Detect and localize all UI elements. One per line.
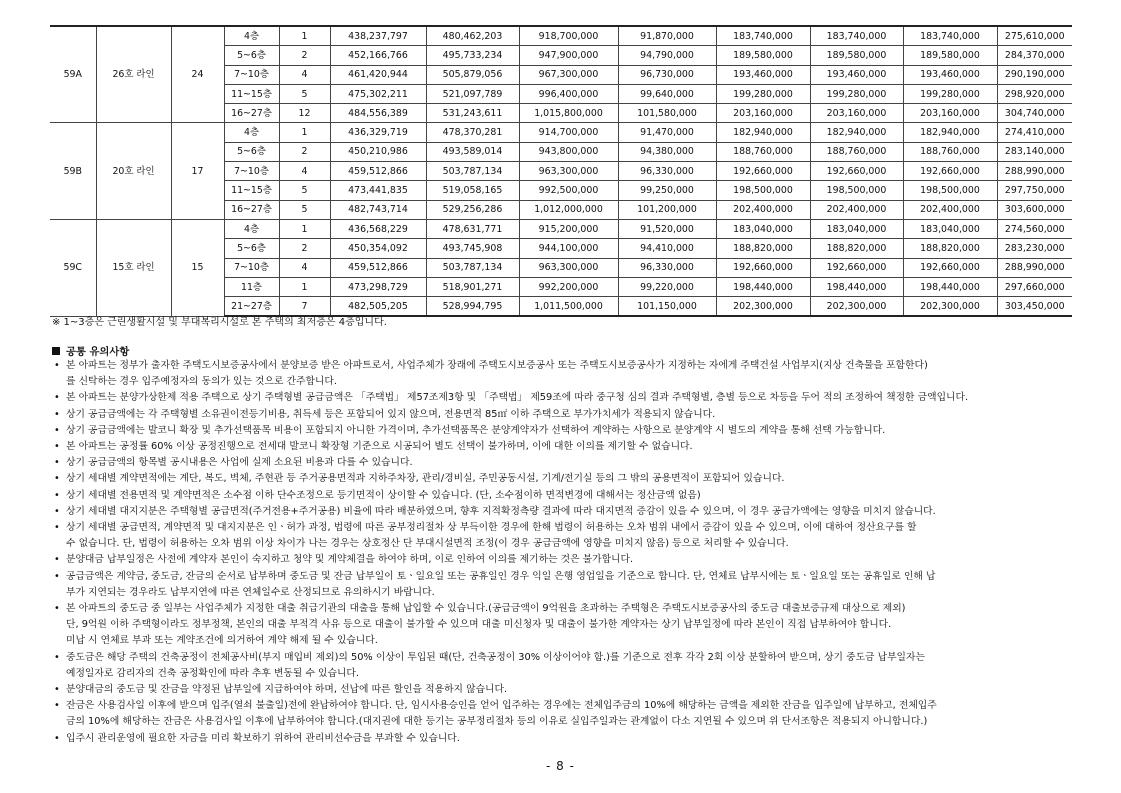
notice-text: 본 아파트는 정부가 출자한 주택도시보증공사에서 분양보증 받은 아파트로서, 사업주체가 장래에 주택도시보증공사 또는 주택도시보증공사가 지정하는 자에게 주택건설 사업부지(지상 건축물을 포함한다): [66, 360, 928, 371]
floor-cell: 11~15층: [224, 181, 279, 200]
amount-cell: 473,441,835: [330, 181, 426, 200]
amount-cell: 992,500,000: [519, 181, 618, 200]
household-count-cell: 2: [279, 239, 330, 258]
household-count-cell: 2: [279, 142, 330, 161]
amount-cell: 303,450,000: [997, 297, 1072, 317]
amount-cell: 101,580,000: [618, 104, 716, 123]
household-count-cell: 12: [279, 104, 330, 123]
floor-cell: 21~27층: [224, 297, 279, 317]
amount-cell: 274,410,000: [997, 123, 1072, 142]
amount-cell: 188,760,000: [716, 142, 810, 161]
amount-cell: 188,820,000: [716, 239, 810, 258]
amount-cell: 96,330,000: [618, 162, 716, 181]
table-row: [50, 219, 1072, 238]
amount-cell: 992,200,000: [519, 277, 618, 296]
household-count-cell: 4: [279, 65, 330, 84]
amount-cell: 202,300,000: [716, 297, 810, 317]
amount-cell: 1,015,800,000: [519, 104, 618, 123]
notice-list: [52, 358, 1074, 747]
floor-cell: 16~27층: [224, 200, 279, 219]
bullet-icon: •: [54, 424, 60, 436]
amount-cell: 284,370,000: [997, 46, 1072, 65]
amount-cell: 505,879,056: [426, 65, 519, 84]
notice-heading: [52, 343, 129, 358]
amount-cell: 192,660,000: [716, 258, 810, 277]
supply-price-table: [50, 25, 1072, 317]
floor-cell: 16~27층: [224, 104, 279, 123]
amount-cell: 202,400,000: [810, 200, 903, 219]
amount-cell: 459,512,866: [330, 162, 426, 181]
floor-cell: 5~6층: [224, 239, 279, 258]
amount-cell: 519,058,165: [426, 181, 519, 200]
amount-cell: 944,100,000: [519, 239, 618, 258]
amount-cell: 996,400,000: [519, 84, 618, 103]
amount-cell: 189,580,000: [716, 46, 810, 65]
amount-cell: 963,300,000: [519, 162, 618, 181]
amount-cell: 203,160,000: [810, 104, 903, 123]
bullet-icon: •: [54, 603, 60, 615]
amount-cell: 1,011,500,000: [519, 297, 618, 317]
notice-item: [52, 407, 1074, 423]
amount-cell: 480,462,203: [426, 26, 519, 46]
amount-cell: 283,140,000: [997, 142, 1072, 161]
amount-cell: 436,568,229: [330, 219, 426, 238]
amount-cell: 275,610,000: [997, 26, 1072, 46]
notice-item: [52, 682, 1074, 698]
notice-item: [52, 358, 1074, 390]
amount-cell: 199,280,000: [716, 84, 810, 103]
amount-cell: 198,440,000: [903, 277, 997, 296]
notice-item: [52, 601, 1074, 650]
notice-text: 공급금액은 계약금, 중도금, 잔금의 순서로 납부하며 중도금 및 잔금 납부일이 토ㆍ일요일 또는 공휴일인 경우 익일 은행 영업일을 기준으로 합니다. 단, 연체료 납부시에는 토ㆍ일요일 또는 공휴일로 인해 납: [66, 570, 936, 582]
amount-cell: 96,330,000: [618, 258, 716, 277]
amount-cell: 182,940,000: [810, 123, 903, 142]
amount-cell: 193,460,000: [716, 65, 810, 84]
amount-cell: 101,200,000: [618, 200, 716, 219]
bullet-icon: •: [54, 700, 60, 712]
amount-cell: 459,512,866: [330, 258, 426, 277]
bullet-icon: •: [54, 441, 60, 453]
amount-cell: 198,440,000: [716, 277, 810, 296]
amount-cell: 438,237,797: [330, 26, 426, 46]
amount-cell: 274,560,000: [997, 219, 1072, 238]
amount-cell: 475,302,211: [330, 84, 426, 103]
amount-cell: 528,994,795: [426, 297, 519, 317]
amount-cell: 473,298,729: [330, 277, 426, 296]
notice-text: 상기 세대별 공급면적, 계약면적 및 대지지분은 인ㆍ허가 과정, 법령에 따른 공부정리절차 상 부득이한 경우에 한해 법령이 허용하는 오차 범위 내에서 증감이 있을 수 있으며, 이에 대하여 정산요구를 할: [66, 522, 917, 534]
unit-count-cell: 17: [171, 123, 224, 219]
unit-line-cell: 26호 라인: [96, 26, 171, 123]
floor-cell: 11~15층: [224, 84, 279, 103]
amount-cell: 199,280,000: [810, 84, 903, 103]
notice-text: 본 아파트는 공정률 60% 이상 공정진행으로 전세대 발코니 확장형 기준으로 시공되어 별도 선택이 불가하며, 이에 대한 이의를 제기할 수 없습니다.: [66, 441, 693, 453]
floor-cell: 5~6층: [224, 46, 279, 65]
amount-cell: 192,660,000: [903, 162, 997, 181]
amount-cell: 531,243,611: [426, 104, 519, 123]
amount-cell: 297,750,000: [997, 181, 1072, 200]
amount-cell: 450,354,092: [330, 239, 426, 258]
amount-cell: 521,097,789: [426, 84, 519, 103]
household-count-cell: 5: [279, 181, 330, 200]
amount-cell: 918,700,000: [519, 26, 618, 46]
unit-type-cell: 59B: [50, 123, 96, 219]
floor-cell: 4층: [224, 123, 279, 142]
amount-cell: 188,820,000: [903, 239, 997, 258]
amount-cell: 461,420,944: [330, 65, 426, 84]
amount-cell: 915,200,000: [519, 219, 618, 238]
amount-cell: 943,800,000: [519, 142, 618, 161]
table-row: [50, 26, 1072, 46]
amount-cell: 198,440,000: [810, 277, 903, 296]
amount-cell: 967,300,000: [519, 65, 618, 84]
floor-cell: 7~10층: [224, 65, 279, 84]
amount-cell: 290,190,000: [997, 65, 1072, 84]
amount-cell: 94,380,000: [618, 142, 716, 161]
amount-cell: 188,760,000: [903, 142, 997, 161]
amount-cell: 199,280,000: [903, 84, 997, 103]
notice-text: 입주시 관리운영에 필요한 자금을 미리 확보하기 위하여 관리비선수금을 부과할 수 있습니다.: [66, 732, 460, 744]
bullet-icon: •: [54, 684, 60, 696]
amount-cell: 203,160,000: [716, 104, 810, 123]
amount-cell: 198,500,000: [903, 181, 997, 200]
notice-text: 상기 공급금액에는 발코니 확장 및 추가선택품목 비용이 포함되지 아니한 가격이며, 추가선택품목은 분양계약자가 선택하여 계약하는 사항으로 분양계약 시 별도의 계약을 통해 선택 가능합니다.: [66, 424, 886, 436]
unit-type-cell: 59A: [50, 26, 96, 123]
unit-type-cell: 59C: [50, 219, 96, 316]
amount-cell: 518,901,271: [426, 277, 519, 296]
household-count-cell: 5: [279, 200, 330, 219]
notice-text: 상기 공급금액의 항목별 공시내용은 사업에 실제 소요된 비용과 다를 수 있습니다.: [66, 457, 413, 469]
notice-item: [52, 520, 1074, 552]
amount-cell: 91,870,000: [618, 26, 716, 46]
household-count-cell: 1: [279, 123, 330, 142]
notice-text: 수 없습니다. 단, 법령이 허용하는 오차 범위 이상 차이가 나는 경우는 상호정산 단 부대시설면적 조정(이 경우 공급금액에 영향을 미치지 않음) 등으로 처리할 수 있습니다.: [66, 538, 789, 550]
table-row: [50, 123, 1072, 142]
amount-cell: 503,787,134: [426, 258, 519, 277]
notice-item: [52, 731, 1074, 747]
floor-cell: 4층: [224, 26, 279, 46]
amount-cell: 99,250,000: [618, 181, 716, 200]
household-count-cell: 2: [279, 46, 330, 65]
amount-cell: 91,520,000: [618, 219, 716, 238]
notice-item: [52, 439, 1074, 455]
notice-item: [52, 569, 1074, 601]
amount-cell: 183,740,000: [810, 26, 903, 46]
amount-cell: 478,370,281: [426, 123, 519, 142]
notice-text: 상기 세대별 계약면적에는 계단, 복도, 벽체, 주현관 등 주거공용면적과 지하주차장, 관리/경비실, 주민공동시설, 기계/전기실 등의 그 밖의 공용면적이 포함되어 있습니다.: [66, 473, 785, 485]
amount-cell: 482,505,205: [330, 297, 426, 317]
amount-cell: 493,589,014: [426, 142, 519, 161]
amount-cell: 96,730,000: [618, 65, 716, 84]
floor-cell: 7~10층: [224, 258, 279, 277]
bullet-icon: •: [54, 505, 60, 517]
amount-cell: 288,990,000: [997, 162, 1072, 181]
amount-cell: 183,040,000: [716, 219, 810, 238]
amount-cell: 183,740,000: [903, 26, 997, 46]
amount-cell: 202,400,000: [716, 200, 810, 219]
amount-cell: 193,460,000: [903, 65, 997, 84]
amount-cell: 529,256,286: [426, 200, 519, 219]
household-count-cell: 4: [279, 258, 330, 277]
amount-cell: 202,400,000: [903, 200, 997, 219]
amount-cell: 192,660,000: [903, 258, 997, 277]
bullet-icon: •: [54, 732, 60, 744]
amount-cell: 482,743,714: [330, 200, 426, 219]
amount-cell: 183,040,000: [810, 219, 903, 238]
unit-count-cell: 15: [171, 219, 224, 316]
bullet-icon: •: [54, 554, 60, 566]
notice-item: [52, 552, 1074, 568]
household-count-cell: 7: [279, 297, 330, 317]
amount-cell: 947,900,000: [519, 46, 618, 65]
amount-cell: 189,580,000: [903, 46, 997, 65]
bullet-icon: •: [54, 570, 60, 582]
amount-cell: 283,230,000: [997, 239, 1072, 258]
household-count-cell: 5: [279, 84, 330, 103]
amount-cell: 183,040,000: [903, 219, 997, 238]
amount-cell: 495,733,234: [426, 46, 519, 65]
notice-text: 본 아파트의 중도금 중 일부는 사업주체가 지정한 대출 취급기관의 대출을 통해 납입할 수 있습니다.(공급금액이 9억원을 초과하는 주택형은 주택도시보증공사의 중도금 대출보증규제 대상으로 제외): [66, 603, 906, 615]
table-footnote: ※ 1~3층은 근린생활시설 및 부대복리시설로 본 주택의 최저층은 4층입니다.: [52, 317, 387, 328]
bullet-icon: •: [54, 651, 60, 663]
notice-text: 예정일자로 감리자의 건축 공정확인에 따라 추후 변동될 수 있습니다.: [66, 667, 360, 679]
amount-cell: 484,556,389: [330, 104, 426, 123]
amount-cell: 452,166,766: [330, 46, 426, 65]
amount-cell: 297,660,000: [997, 277, 1072, 296]
amount-cell: 303,600,000: [997, 200, 1072, 219]
notice-text: 본 아파트는 분양가상한제 적용 주택으로 상기 주택형별 공급금액은 「주택법」 제57조제3항 및 「주택법」 제59조에 따라 중구청 심의 결과 주택형별, 층별 등으로 차등을 두어 적의 조정하여 책정한 금액입니다.: [66, 392, 969, 404]
household-count-cell: 1: [279, 26, 330, 46]
bullet-icon: •: [54, 489, 60, 501]
unit-line-cell: 15호 라인: [96, 219, 171, 316]
notice-item: [52, 471, 1074, 487]
amount-cell: 304,740,000: [997, 104, 1072, 123]
amount-cell: 182,940,000: [903, 123, 997, 142]
amount-cell: 94,410,000: [618, 239, 716, 258]
bullet-icon: •: [54, 457, 60, 469]
amount-cell: 1,012,000,000: [519, 200, 618, 219]
floor-cell: 11층: [224, 277, 279, 296]
notice-item: [52, 390, 1074, 406]
page-number: - 8 -: [546, 759, 575, 773]
household-count-cell: 1: [279, 277, 330, 296]
amount-cell: 94,790,000: [618, 46, 716, 65]
amount-cell: 963,300,000: [519, 258, 618, 277]
amount-cell: 202,300,000: [810, 297, 903, 317]
floor-cell: 5~6층: [224, 142, 279, 161]
notice-item: [52, 488, 1074, 504]
amount-cell: 192,660,000: [716, 162, 810, 181]
amount-cell: 198,500,000: [716, 181, 810, 200]
notice-item: [52, 455, 1074, 471]
amount-cell: 193,460,000: [810, 65, 903, 84]
notice-text: 상기 세대별 전용면적 및 계약면적은 소수점 이하 단수조정으로 등기면적이 상이할 수 있습니다. (단, 소수점이하 면적변경에 대해서는 정산금액 없음): [66, 489, 701, 501]
household-count-cell: 1: [279, 219, 330, 238]
amount-cell: 189,580,000: [810, 46, 903, 65]
notice-text: 를 신탁하는 경우 입주예정자의 동의가 있는 것으로 간주합니다.: [66, 376, 337, 388]
amount-cell: 450,210,986: [330, 142, 426, 161]
household-count-cell: 4: [279, 162, 330, 181]
unit-count-cell: 24: [171, 26, 224, 123]
amount-cell: 288,990,000: [997, 258, 1072, 277]
amount-cell: 192,660,000: [810, 162, 903, 181]
floor-cell: 4층: [224, 219, 279, 238]
notice-item: [52, 423, 1074, 439]
amount-cell: 99,640,000: [618, 84, 716, 103]
amount-cell: 188,820,000: [810, 239, 903, 258]
notice-text: 단, 9억원 이하 주택형이라도 정부정책, 본인의 대출 부적격 사유 등으로 대출이 불가할 수 있으며 대출 미신청자 및 대출이 불가한 계약자는 상기 납부일정에 따라 본인이 직접 납부하여야 합니다.: [66, 619, 892, 631]
bullet-icon: •: [54, 408, 60, 420]
amount-cell: 493,745,908: [426, 239, 519, 258]
amount-cell: 192,660,000: [810, 258, 903, 277]
bullet-icon: •: [54, 522, 60, 534]
amount-cell: 503,787,134: [426, 162, 519, 181]
notice-text: 상기 공급금액에는 각 주택형별 소유권이전등기비용, 취득세 등은 포함되어 있지 않으며, 전용면적 85㎡ 이하 주택으로 부가가치세가 적용되지 않습니다.: [66, 408, 716, 420]
amount-cell: 478,631,771: [426, 219, 519, 238]
notice-text: 부가 지연되는 경우라도 납부지연에 따른 연체일수로 산정되므로 유의하시기 바랍니다.: [66, 586, 435, 598]
amount-cell: 202,300,000: [903, 297, 997, 317]
notice-text: 상기 세대별 대지지분은 주택형별 공급면적(주거전용+주거공용) 비율에 따라 배분하였으며, 향후 지적확정측량 결과에 따라 대지면적 증감이 있을 수 있으며, 이 경우 공급가액에는 영향을 미치지 않습니다.: [66, 505, 936, 517]
unit-line-cell: 20호 라인: [96, 123, 171, 219]
amount-cell: 436,329,719: [330, 123, 426, 142]
notice-text: 금의 10%에 해당하는 잔금은 사용검사일 이후에 납부하여야 합니다.(대지권에 대한 등기는 공부정리절차 등의 이유로 실입주일과는 관계없이 다소 지연될 수 있으며 위 단서조항은 적용되지 아니합니다.): [66, 716, 928, 728]
bullet-icon: •: [54, 473, 60, 485]
notice-text: 잔금은 사용검사일 이후에 받으며 입주(열쇠 불출일)전에 완납하여야 합니다. 단, 임시사용승인을 얻어 입주하는 경우에는 전체입주금의 10%에 해당하는 금액을 제외한 잔금을 입주일에 납부하고, 전체입주: [66, 700, 937, 712]
notice-item: [52, 650, 1074, 682]
amount-cell: 203,160,000: [903, 104, 997, 123]
bullet-icon: •: [54, 360, 60, 371]
amount-cell: 91,470,000: [618, 123, 716, 142]
amount-cell: 182,940,000: [716, 123, 810, 142]
notice-item: [52, 698, 1074, 730]
amount-cell: 188,760,000: [810, 142, 903, 161]
amount-cell: 99,220,000: [618, 277, 716, 296]
bullet-icon: •: [54, 392, 60, 404]
amount-cell: 198,500,000: [810, 181, 903, 200]
amount-cell: 101,150,000: [618, 297, 716, 317]
floor-cell: 7~10층: [224, 162, 279, 181]
notice-text: 분양대금의 중도금 및 잔금을 약정된 납부일에 지급하여야 하며, 선납에 따른 할인을 적용하지 않습니다.: [66, 684, 508, 696]
notice-text: 미납 시 연체료 부과 또는 계약조건에 의거하여 계약 해제 될 수 있습니다.: [66, 635, 378, 647]
notice-heading-text: 공통 유의사항: [66, 346, 130, 358]
amount-cell: 183,740,000: [716, 26, 810, 46]
notice-item: [52, 504, 1074, 520]
square-bullet-icon: [52, 347, 60, 355]
amount-cell: 914,700,000: [519, 123, 618, 142]
notice-text: 분양대금 납부일정은 사전에 계약자 본인이 숙지하고 청약 및 계약체결을 하여야 하며, 이로 인하여 이의를 제기하는 것은 불가합니다.: [66, 554, 634, 566]
amount-cell: 298,920,000: [997, 84, 1072, 103]
notice-text: 중도금은 해당 주택의 건축공정이 전체공사비(부지 매입비 제외)의 50% 이상이 투입된 때(단, 건축공정이 30% 이상이어야 함.)를 기준으로 전후 각각 2회 이상 분할하여 받으며, 상기 중도금 납부일자는: [66, 651, 925, 663]
